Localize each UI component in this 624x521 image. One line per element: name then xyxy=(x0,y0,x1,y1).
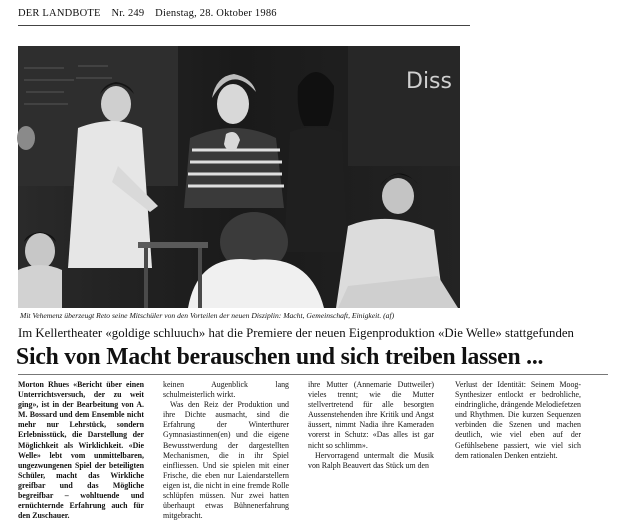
article-kicker: Im Kellertheater «goldige schluuch» hat die Premiere der neuen Eigenproduktion «Die Welle» stattgefunden xyxy=(18,326,574,340)
photo-caption: Mit Vehemenz überzeugt Reto seine Mitschüler von den Vorteilen der neuen Disziplin: Macht, Gemeinschaft, Einigkeit. (af) xyxy=(20,311,395,320)
column-paragraph: ihre Mutter (Annemarie Duttweiler) vieles trennt; wie die Mutter stellvertretend für alle besorgten Aussenstehenden ihre Kritik und Angst äussert, nimmt Nadia ihre Kameraden vorerst in Schutz: «Das alles ist gar nicht so schlimm». xyxy=(308,380,434,450)
article-column-3 xyxy=(308,380,434,500)
chalkboard-text: Diss xyxy=(406,69,452,94)
masthead-rule xyxy=(18,25,470,26)
issue-date: Dienstag, 28. Oktober 1986 xyxy=(155,8,277,19)
headline-rule xyxy=(18,374,608,375)
article-column-1 xyxy=(18,380,144,521)
article-headline: Sich von Macht berauschen und sich treiben lassen ... xyxy=(16,343,544,370)
issue-number: Nr. 249 xyxy=(111,8,145,19)
masthead xyxy=(18,8,285,19)
article-column-2 xyxy=(163,380,289,521)
column-paragraph: keinen Augenblick lang schulmeisterlich wirkt. xyxy=(163,380,289,400)
column-paragraph: Morton Rhues «Bericht über einen Unterrichtsversuch, der zu weit ging», ist in der Bearbeitung von A. M. Bossard und dem Ensemble nicht mehr nur Lehrstück, sondern Erlebnisstück, die Darstellung der Möglichkeit als Wirklichkeit. «Die Welle» lebt vom unmittelbaren, ungezwungenen Spiel der beteiligten Schüler, macht das Wirkliche greifbar und das Mögliche begreifbar – wohltuende und ernüchternde Erfahrung auch für den Zuschauer. xyxy=(18,380,144,521)
newspaper-name: DER LANDBOTE xyxy=(18,8,101,19)
column-paragraph: Hervorragend untermalt die Musik von Ralph Beauvert das Stück um den xyxy=(308,450,434,470)
column-paragraph: Verlust der Identität: Seinem Moog-Synthesizer entlockt er bedrohliche, eindringliche, drängende Melodiefetzen und Rhythmen. Die kurzen Sequenzen verbinden die Szenen und machen deutlich, wie viel eben auf der Gefühlsebene passiert, wie viel sich dem rationalen Denken entzieht. xyxy=(455,380,581,460)
photo-scene xyxy=(18,46,460,308)
column-paragraph: Was den Reiz der Produktion und ihre Dichte ausmacht, sind die Erfahrung der Winterthurer Gymnasiastinnen(en) und die eigene Bewusstwerdung der dargestellten Mechanismen, die in ihr Spiel einfliessen. Und sie spielen mit einer Frische, die eben nur Laiendarstellern eigen ist, die nicht in eine fremde Rolle schlüpfen müssen. Nur zwei hatten überhaupt etwas Bühnenerfahrung mitgebracht. xyxy=(163,400,289,521)
article-column-4 xyxy=(455,380,581,500)
article-photo xyxy=(18,46,460,308)
